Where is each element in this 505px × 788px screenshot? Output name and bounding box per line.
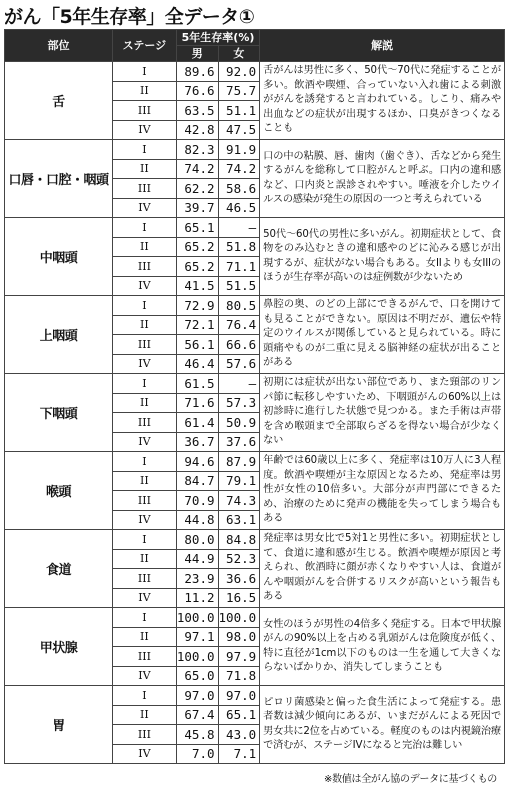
- site-name: 中咽頭: [5, 218, 113, 296]
- male-rate-cell: 80.0: [176, 530, 218, 550]
- female-rate-cell: 47.5: [218, 120, 260, 140]
- stage-cell: III: [112, 335, 176, 355]
- commentary-cell: 年齢では60歳以上に多く、発症率は10万人に3人程度。飲酒や喫煙が主な原因となるため、発症率は男性が女性の10倍多い。大部分が声門部にできるため、治療のために発声の機能を失ってしまう場合もある: [260, 452, 505, 530]
- male-rate-cell: 65.2: [176, 257, 218, 277]
- table-row: [5, 686, 505, 706]
- male-rate-cell: 72.1: [176, 315, 218, 335]
- stage-cell: I: [112, 374, 176, 394]
- commentary-cell: 初期には症状が出ない部位であり、また頸部のリンパ節に転移しやすいため、下咽頭がんの60%以上は初診時に進行した状態で見つかる。また手術は声帯を含め喉頭まで全部取らざるを得ない場合が少なくない: [260, 374, 505, 452]
- female-rate-cell: 74.2: [218, 159, 260, 179]
- female-rate-cell: 97.0: [218, 686, 260, 706]
- male-rate-cell: 36.7: [176, 432, 218, 452]
- female-rate-cell: 63.1: [218, 510, 260, 530]
- stage-cell: IV: [112, 120, 176, 140]
- commentary-cell: 鼻腔の奥、のどの上部にできるがんで、口を開けても見ることができない。原因は不明だが、遺伝や特定のウイルスが関係していると見られている。時に頭痛やものが二重に見える脳神経の症状が出ることがある: [260, 296, 505, 374]
- female-rate-cell: —: [218, 218, 260, 238]
- female-rate-cell: 76.4: [218, 315, 260, 335]
- female-rate-cell: 52.3: [218, 549, 260, 569]
- male-rate-cell: 82.3: [176, 140, 218, 160]
- stage-cell: IV: [112, 666, 176, 686]
- stage-cell: III: [112, 491, 176, 511]
- survival-rate-table: [4, 29, 505, 764]
- table-row: [5, 62, 505, 82]
- stage-cell: III: [112, 257, 176, 277]
- female-rate-cell: 92.0: [218, 62, 260, 82]
- stage-cell: III: [112, 101, 176, 121]
- stage-cell: IV: [112, 354, 176, 374]
- female-rate-cell: 7.1: [218, 744, 260, 764]
- page-title: がん「5年生存率」全データ①: [4, 6, 255, 28]
- stage-cell: I: [112, 218, 176, 238]
- stage-cell: IV: [112, 510, 176, 530]
- male-rate-cell: 71.6: [176, 393, 218, 413]
- stage-cell: II: [112, 81, 176, 101]
- female-rate-cell: 71.8: [218, 666, 260, 686]
- female-rate-cell: 43.0: [218, 725, 260, 745]
- stage-cell: IV: [112, 276, 176, 296]
- stage-cell: II: [112, 159, 176, 179]
- female-rate-cell: 100.0: [218, 608, 260, 628]
- stage-cell: II: [112, 705, 176, 725]
- male-rate-cell: 62.2: [176, 179, 218, 199]
- header-commentary: 解説: [260, 30, 505, 62]
- stage-cell: I: [112, 530, 176, 550]
- male-rate-cell: 63.5: [176, 101, 218, 121]
- male-rate-cell: 72.9: [176, 296, 218, 316]
- female-rate-cell: 97.9: [218, 647, 260, 667]
- male-rate-cell: 97.1: [176, 627, 218, 647]
- male-rate-cell: 100.0: [176, 608, 218, 628]
- site-name: 喉頭: [5, 452, 113, 530]
- female-rate-cell: 84.8: [218, 530, 260, 550]
- male-rate-cell: 44.8: [176, 510, 218, 530]
- table-row: [5, 296, 505, 316]
- stage-cell: III: [112, 569, 176, 589]
- male-rate-cell: 100.0: [176, 647, 218, 667]
- male-rate-cell: 44.9: [176, 549, 218, 569]
- stage-cell: II: [112, 471, 176, 491]
- female-rate-cell: 50.9: [218, 413, 260, 433]
- male-rate-cell: 56.1: [176, 335, 218, 355]
- female-rate-cell: 98.0: [218, 627, 260, 647]
- site-name: 舌: [5, 62, 113, 140]
- commentary-cell: 口の中の粘膜、唇、歯肉（歯ぐき）、舌などから発生するがんを総称して口腔がんと呼ぶ。口内の違和感など、口内炎と誤診されやすい。唾液を介したウイルスの感染が発生の原因の一つと考えられている: [260, 140, 505, 218]
- site-name: 下咽頭: [5, 374, 113, 452]
- stage-cell: IV: [112, 198, 176, 218]
- stage-cell: I: [112, 62, 176, 82]
- stage-cell: III: [112, 725, 176, 745]
- female-rate-cell: 16.5: [218, 588, 260, 608]
- female-rate-cell: 51.8: [218, 237, 260, 257]
- female-rate-cell: 75.7: [218, 81, 260, 101]
- commentary-cell: 50代～60代の男性に多いがん。初期症状として、食物をのみ込むときの違和感やのどに沁みる感じが出現するが、症状がない場合もある。女IIよりも女IIIのほうが生存率が高いのは症例数が少ないため: [260, 218, 505, 296]
- female-rate-cell: 37.6: [218, 432, 260, 452]
- female-rate-cell: 65.1: [218, 705, 260, 725]
- site-name: 上咽頭: [5, 296, 113, 374]
- header-rate: 5年生存率(%): [176, 30, 259, 46]
- stage-cell: I: [112, 452, 176, 472]
- male-rate-cell: 84.7: [176, 471, 218, 491]
- table-row: [5, 452, 505, 472]
- female-rate-cell: 51.1: [218, 101, 260, 121]
- site-name: 胃: [5, 686, 113, 764]
- male-rate-cell: 61.5: [176, 374, 218, 394]
- commentary-cell: 発症率は男女比で5対1と男性に多い。初期症状として、食道に違和感が生じる。飲酒や喫煙が原因と考えられ、飲酒時に顔が赤くなりやすい人は、食道がんや咽頭がんを合併するリスクが高いという報告もある: [260, 530, 505, 608]
- commentary-cell: ピロリ菌感染と偏った食生活によって発症する。患者数は減少傾向にあるが、いまだがんによる死因で男女共に2位を占めている。軽度のものは内視鏡治療で済むが、ステージIVになると完治は難しい: [260, 686, 505, 764]
- commentary-cell: 舌がんは男性に多く、50代～70代に発症することが多い。飲酒や喫煙、合っていない入れ歯による刺激ががんを誘発すると言われている。しこり、痛みや出血などの症状が出現するほか、口臭がきつくなることも: [260, 62, 505, 140]
- stage-cell: III: [112, 647, 176, 667]
- male-rate-cell: 67.4: [176, 705, 218, 725]
- stage-cell: I: [112, 686, 176, 706]
- male-rate-cell: 42.8: [176, 120, 218, 140]
- stage-cell: II: [112, 393, 176, 413]
- female-rate-cell: 57.3: [218, 393, 260, 413]
- male-rate-cell: 76.6: [176, 81, 218, 101]
- stage-cell: I: [112, 140, 176, 160]
- stage-cell: II: [112, 315, 176, 335]
- footnote: ※数値は全がん協のデータに基づくもの: [324, 774, 497, 785]
- female-rate-cell: 58.6: [218, 179, 260, 199]
- site-name: 食道: [5, 530, 113, 608]
- table-row: [5, 140, 505, 160]
- female-rate-cell: 71.1: [218, 257, 260, 277]
- female-rate-cell: 66.6: [218, 335, 260, 355]
- header-male: 男: [176, 46, 218, 62]
- table-row: [5, 608, 505, 628]
- stage-cell: I: [112, 296, 176, 316]
- male-rate-cell: 97.0: [176, 686, 218, 706]
- stage-cell: III: [112, 179, 176, 199]
- table-row: [5, 374, 505, 394]
- header-stage: ステージ: [112, 30, 176, 62]
- stage-cell: II: [112, 549, 176, 569]
- female-rate-cell: 80.5: [218, 296, 260, 316]
- stage-cell: IV: [112, 432, 176, 452]
- header-site: 部位: [5, 30, 113, 62]
- stage-cell: II: [112, 237, 176, 257]
- stage-cell: IV: [112, 744, 176, 764]
- male-rate-cell: 46.4: [176, 354, 218, 374]
- male-rate-cell: 65.0: [176, 666, 218, 686]
- commentary-cell: 女性のほうが男性の4倍多く発症する。日本で甲状腺がんの90%以上を占める乳頭がんは危険度が低く、特に直径が1cm以下のものは一生を通して大きくならないばかりか、消失してしまうことも: [260, 608, 505, 686]
- table-row: [5, 218, 505, 238]
- site-name: 口唇・口腔・咽頭: [5, 140, 113, 218]
- female-rate-cell: 46.5: [218, 198, 260, 218]
- male-rate-cell: 11.2: [176, 588, 218, 608]
- female-rate-cell: —: [218, 374, 260, 394]
- stage-cell: I: [112, 608, 176, 628]
- male-rate-cell: 65.1: [176, 218, 218, 238]
- table-row: [5, 530, 505, 550]
- male-rate-cell: 74.2: [176, 159, 218, 179]
- female-rate-cell: 57.6: [218, 354, 260, 374]
- female-rate-cell: 74.3: [218, 491, 260, 511]
- stage-cell: IV: [112, 588, 176, 608]
- male-rate-cell: 94.6: [176, 452, 218, 472]
- male-rate-cell: 23.9: [176, 569, 218, 589]
- male-rate-cell: 45.8: [176, 725, 218, 745]
- header-female: 女: [218, 46, 260, 62]
- male-rate-cell: 7.0: [176, 744, 218, 764]
- female-rate-cell: 51.5: [218, 276, 260, 296]
- male-rate-cell: 89.6: [176, 62, 218, 82]
- male-rate-cell: 39.7: [176, 198, 218, 218]
- female-rate-cell: 79.1: [218, 471, 260, 491]
- female-rate-cell: 91.9: [218, 140, 260, 160]
- male-rate-cell: 65.2: [176, 237, 218, 257]
- stage-cell: II: [112, 627, 176, 647]
- male-rate-cell: 70.9: [176, 491, 218, 511]
- female-rate-cell: 87.9: [218, 452, 260, 472]
- male-rate-cell: 61.4: [176, 413, 218, 433]
- female-rate-cell: 36.6: [218, 569, 260, 589]
- site-name: 甲状腺: [5, 608, 113, 686]
- stage-cell: III: [112, 413, 176, 433]
- male-rate-cell: 41.5: [176, 276, 218, 296]
